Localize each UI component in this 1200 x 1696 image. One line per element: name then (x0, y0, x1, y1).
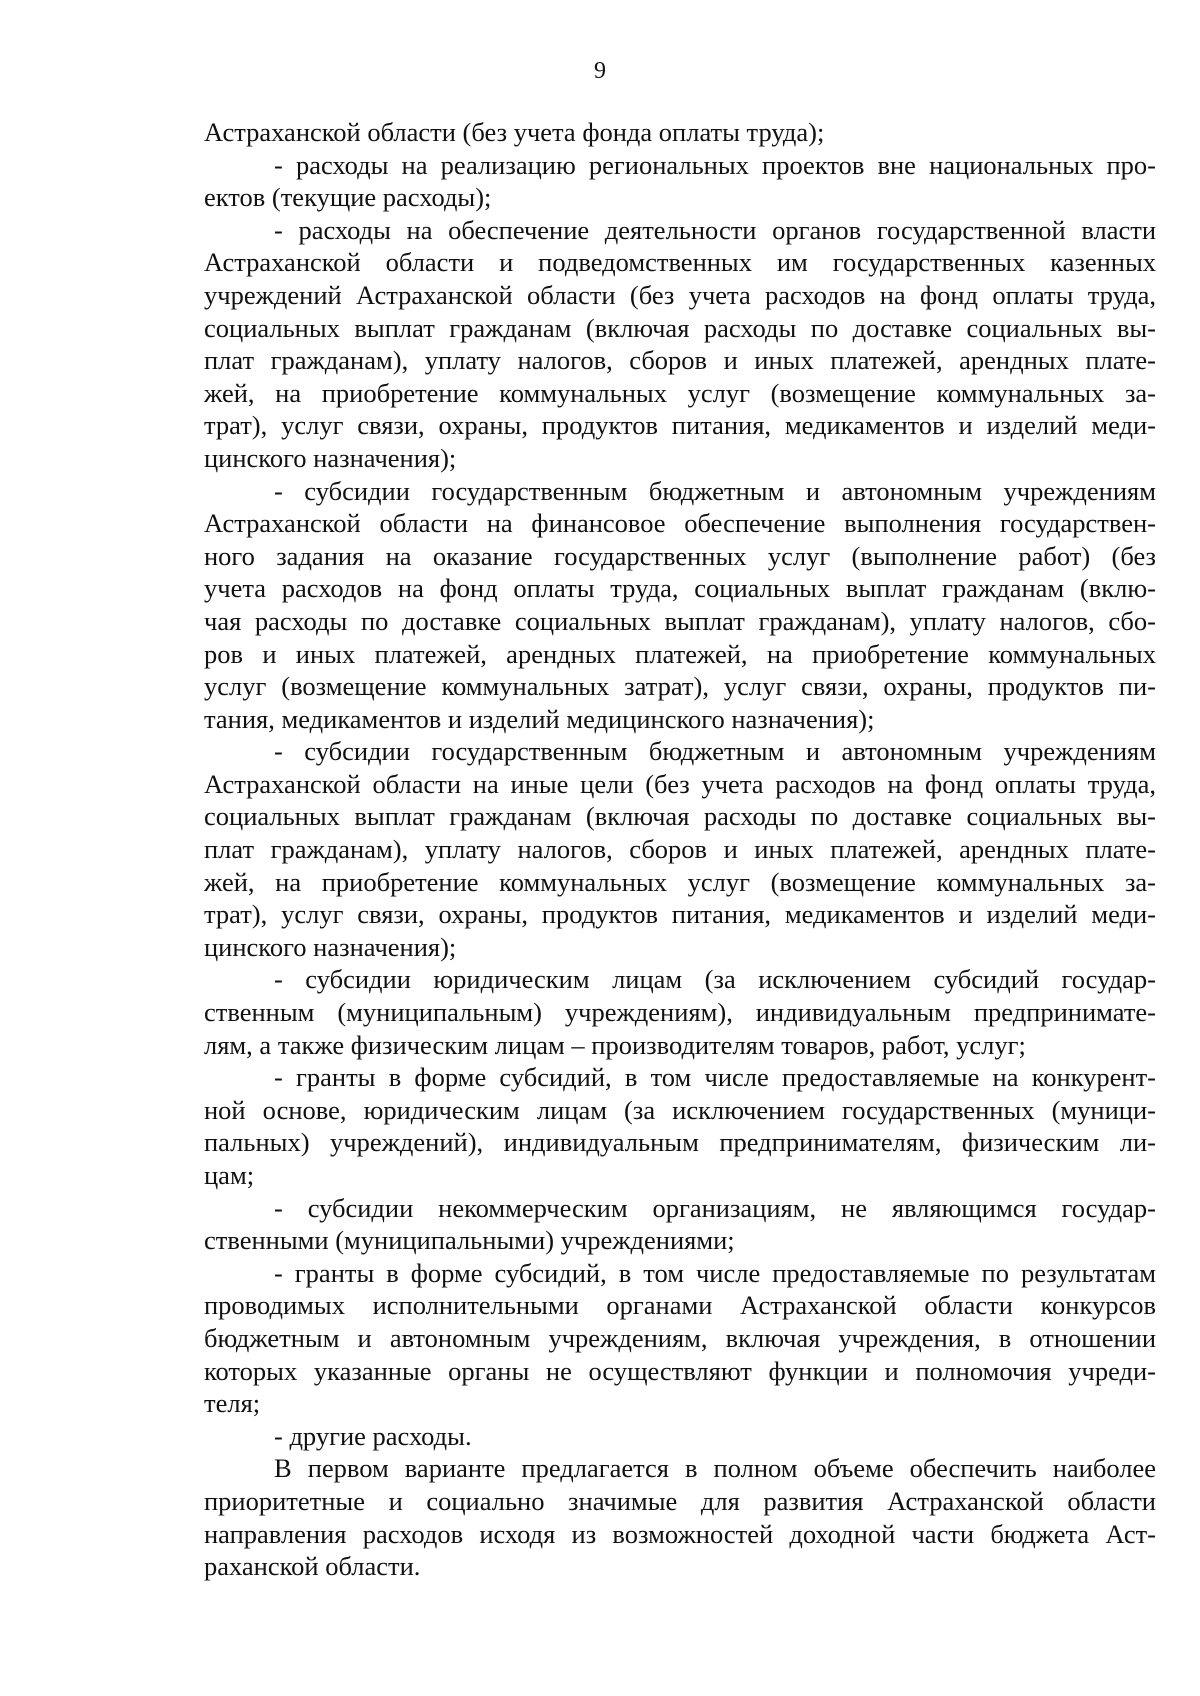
text-line: цам; (204, 1160, 255, 1190)
text-line: социальных выплат гражданам (включая расходы по доставке социальных вы- (204, 801, 1156, 832)
text-line: жей, на приобретение коммунальных услуг (возмещение коммунальных за- (204, 866, 1156, 897)
text-line: - расходы на обеспечение деятельности органов государственной власти (274, 214, 1156, 245)
text-line: пальных) учреждений), индивидуальным предпринимателям, физическим ли- (204, 1127, 1156, 1158)
text-line: которых указанные органы не осуществляют функции и полномочия учреди- (204, 1355, 1156, 1386)
text-line: - субсидии некоммерческим организациям, не являющимся государ- (274, 1192, 1156, 1223)
text-line: направления расходов исходя из возможностей доходной части бюджета Аст- (204, 1518, 1156, 1549)
text-line: - гранты в форме субсидий, в том числе предоставляемые по результатам (274, 1257, 1156, 1288)
text-line: - субсидии юридическим лицам (за исключением субсидий государ- (274, 964, 1156, 995)
text-line: ектов (текущие расходы); (204, 182, 492, 213)
text-line: - гранты в форме субсидий, в том числе предоставляемые на конкурент- (274, 1062, 1156, 1093)
text-line: - субсидии государственным бюджетным и автономным учреждениям (274, 736, 1156, 767)
text-line: ров и иных платежей, арендных платежей, на приобретение коммунальных (204, 638, 1156, 669)
text-line: В первом варианте предлагается в полном объеме обеспечить наиболее (274, 1453, 1156, 1484)
text-line: Астраханской области (без учета фонда оплаты труда); (204, 117, 825, 147)
text-line: ственными (муниципальными) учреждениями; (204, 1225, 735, 1256)
text-line: тания, медикаментов и изделий медицинского назначения); (204, 703, 875, 734)
text-line: чая расходы по доставке социальных выплат гражданам), уплату налогов, сбо- (204, 605, 1156, 636)
text-line: проводимых исполнительными органами Астраханской области конкурсов (204, 1290, 1156, 1321)
text-line: раханской области. (204, 1551, 421, 1582)
text-line: плат гражданам), уплату налогов, сборов и иных платежей, арендных плате- (204, 345, 1156, 376)
text-line: Астраханской области на финансовое обеспечение выполнения государствен- (204, 508, 1156, 539)
text-line: плат гражданам), уплату налогов, сборов и иных платежей, арендных плате- (204, 834, 1156, 865)
text-line: - другие расходы. (274, 1420, 472, 1451)
text-line: трат), услуг связи, охраны, продуктов питания, медикаментов и изделий меди- (204, 410, 1156, 441)
text-line: лям, а также физическим лицам – производителям товаров, работ, услуг; (204, 1029, 1026, 1060)
text-line: Астраханской области и подведомственных им государственных казенных (204, 247, 1156, 278)
text-line: цинского назначения); (204, 931, 457, 962)
text-line: учета расходов на фонд оплаты труда, социальных выплат гражданам (вклю- (204, 573, 1156, 604)
text-line: жей, на приобретение коммунальных услуг (возмещение коммунальных за- (204, 377, 1156, 408)
text-line: - расходы на реализацию региональных проектов вне национальных про- (274, 149, 1156, 180)
text-line: учреждений Астраханской области (без учета расходов на фонд оплаты труда, (204, 279, 1156, 310)
text-line: ной основе, юридическим лицам (за исключением государственных (муници- (204, 1094, 1156, 1125)
text-line: Астраханской области на иные цели (без учета расходов на фонд оплаты труда, (204, 768, 1156, 799)
page-number: 9 (594, 58, 606, 84)
text-line: ственным (муниципальным) учреждениям), индивидуальным предпринимате- (204, 997, 1156, 1028)
text-line: социальных выплат гражданам (включая расходы по доставке социальных вы- (204, 312, 1156, 343)
text-line: ного задания на оказание государственных услуг (выполнение работ) (без (204, 540, 1156, 571)
text-line: приоритетные и социально значимые для развития Астраханской области (204, 1485, 1156, 1516)
text-line: услуг (возмещение коммунальных затрат), услуг связи, охраны, продуктов пи- (204, 671, 1156, 702)
text-line: бюджетным и автономным учреждениям, включая учреждения, в отношении (204, 1322, 1156, 1353)
document-body (204, 116, 1156, 1583)
text-line: - субсидии государственным бюджетным и автономным учреждениям (274, 475, 1156, 506)
text-line: трат), услуг связи, охраны, продуктов питания, медикаментов и изделий меди- (204, 899, 1156, 930)
text-line: теля; (204, 1388, 261, 1419)
text-line: цинского назначения); (204, 442, 457, 473)
